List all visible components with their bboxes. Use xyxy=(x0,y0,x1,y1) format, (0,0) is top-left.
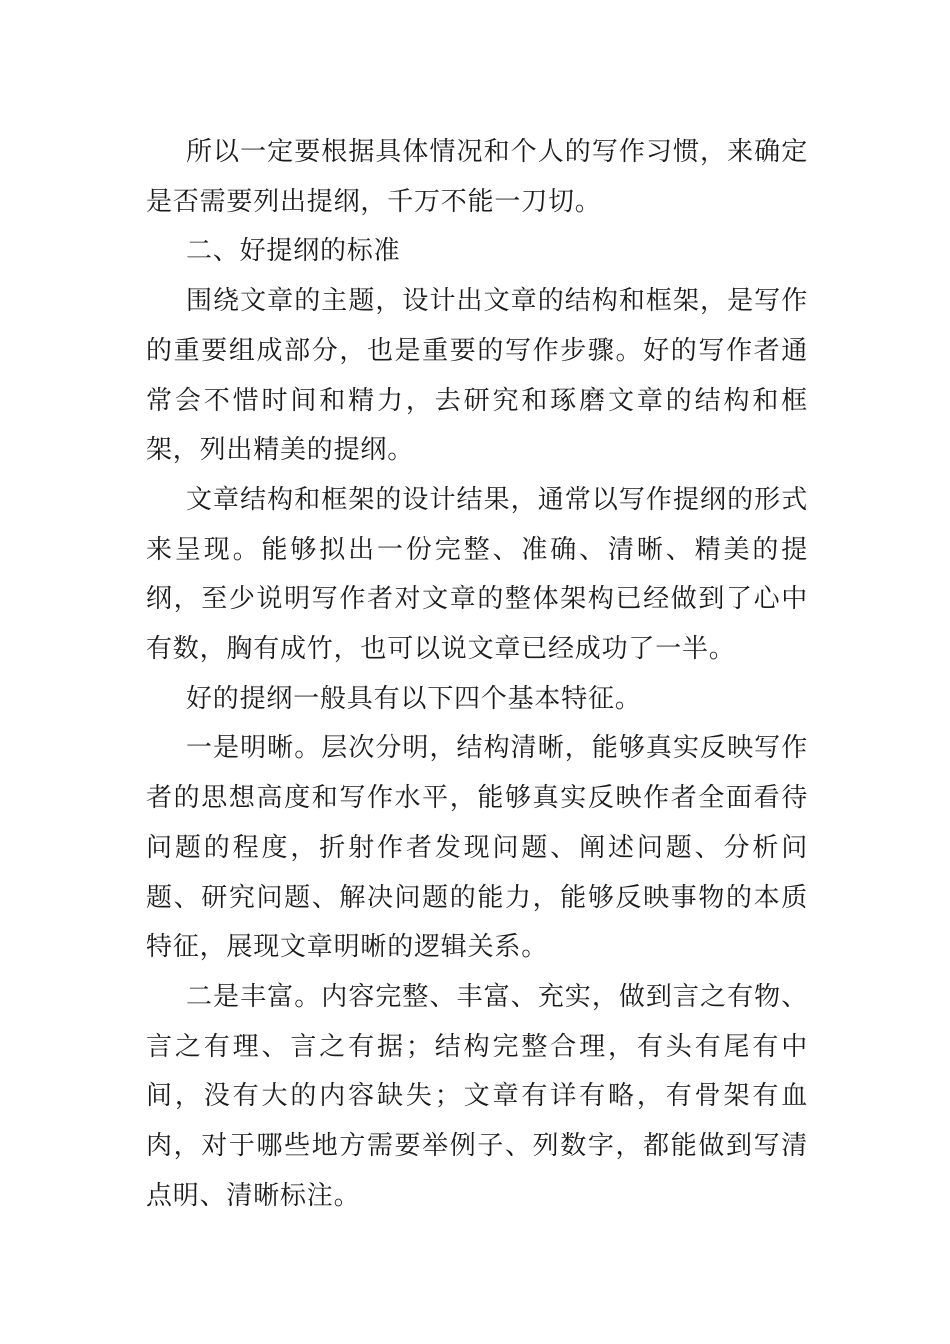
paragraph-outline-necessity: 所以一定要根据具体情况和个人的写作习惯，来确定是否需要列出提纲，千万不能一刀切。 xyxy=(146,137,808,217)
paragraph-outline-presentation: 文章结构和框架的设计结果，通常以写作提纲的形式来呈现。能够拟出一份完整、准确、清晰、精美的提纲，至少说明写作者对文章的整体架构已经做到了心中有数，胸有成竹，也可以说文章已经成功了一半。 xyxy=(146,484,808,665)
paragraph-feature-clarity: 一是明晰。层次分明，结构清晰，能够真实反映写作者的思想高度和写作水平，能够真实反映作者全面看待问题的程度，折射作者发现问题、阐述问题、分析问题、研究问题、解决问题的能力，能够反映事物的本质特征，展现文章明晰的逻辑关系。 xyxy=(146,733,808,963)
paragraph-four-features-intro: 好的提纲一般具有以下四个基本特征。 xyxy=(186,683,642,714)
paragraph-feature-richness: 二是丰富。内容完整、丰富、充实，做到言之有物、言之有理、言之有据；结构完整合理，有头有尾有中间，没有大的内容缺失；文章有详有略，有骨架有血肉，对于哪些地方需要举例子、列数字，都能做到写清点明、清晰标注。 xyxy=(146,981,808,1211)
document-body xyxy=(146,128,808,1221)
section-heading-good-outline-standard: 二、好提纲的标准 xyxy=(186,236,401,267)
paragraph-structure-design: 围绕文章的主题，设计出文章的结构和框架，是写作的重要组成部分，也是重要的写作步骤。好的写作者通常会不惜时间和精力，去研究和琢磨文章的结构和框架，列出精美的提纲。 xyxy=(146,286,808,466)
